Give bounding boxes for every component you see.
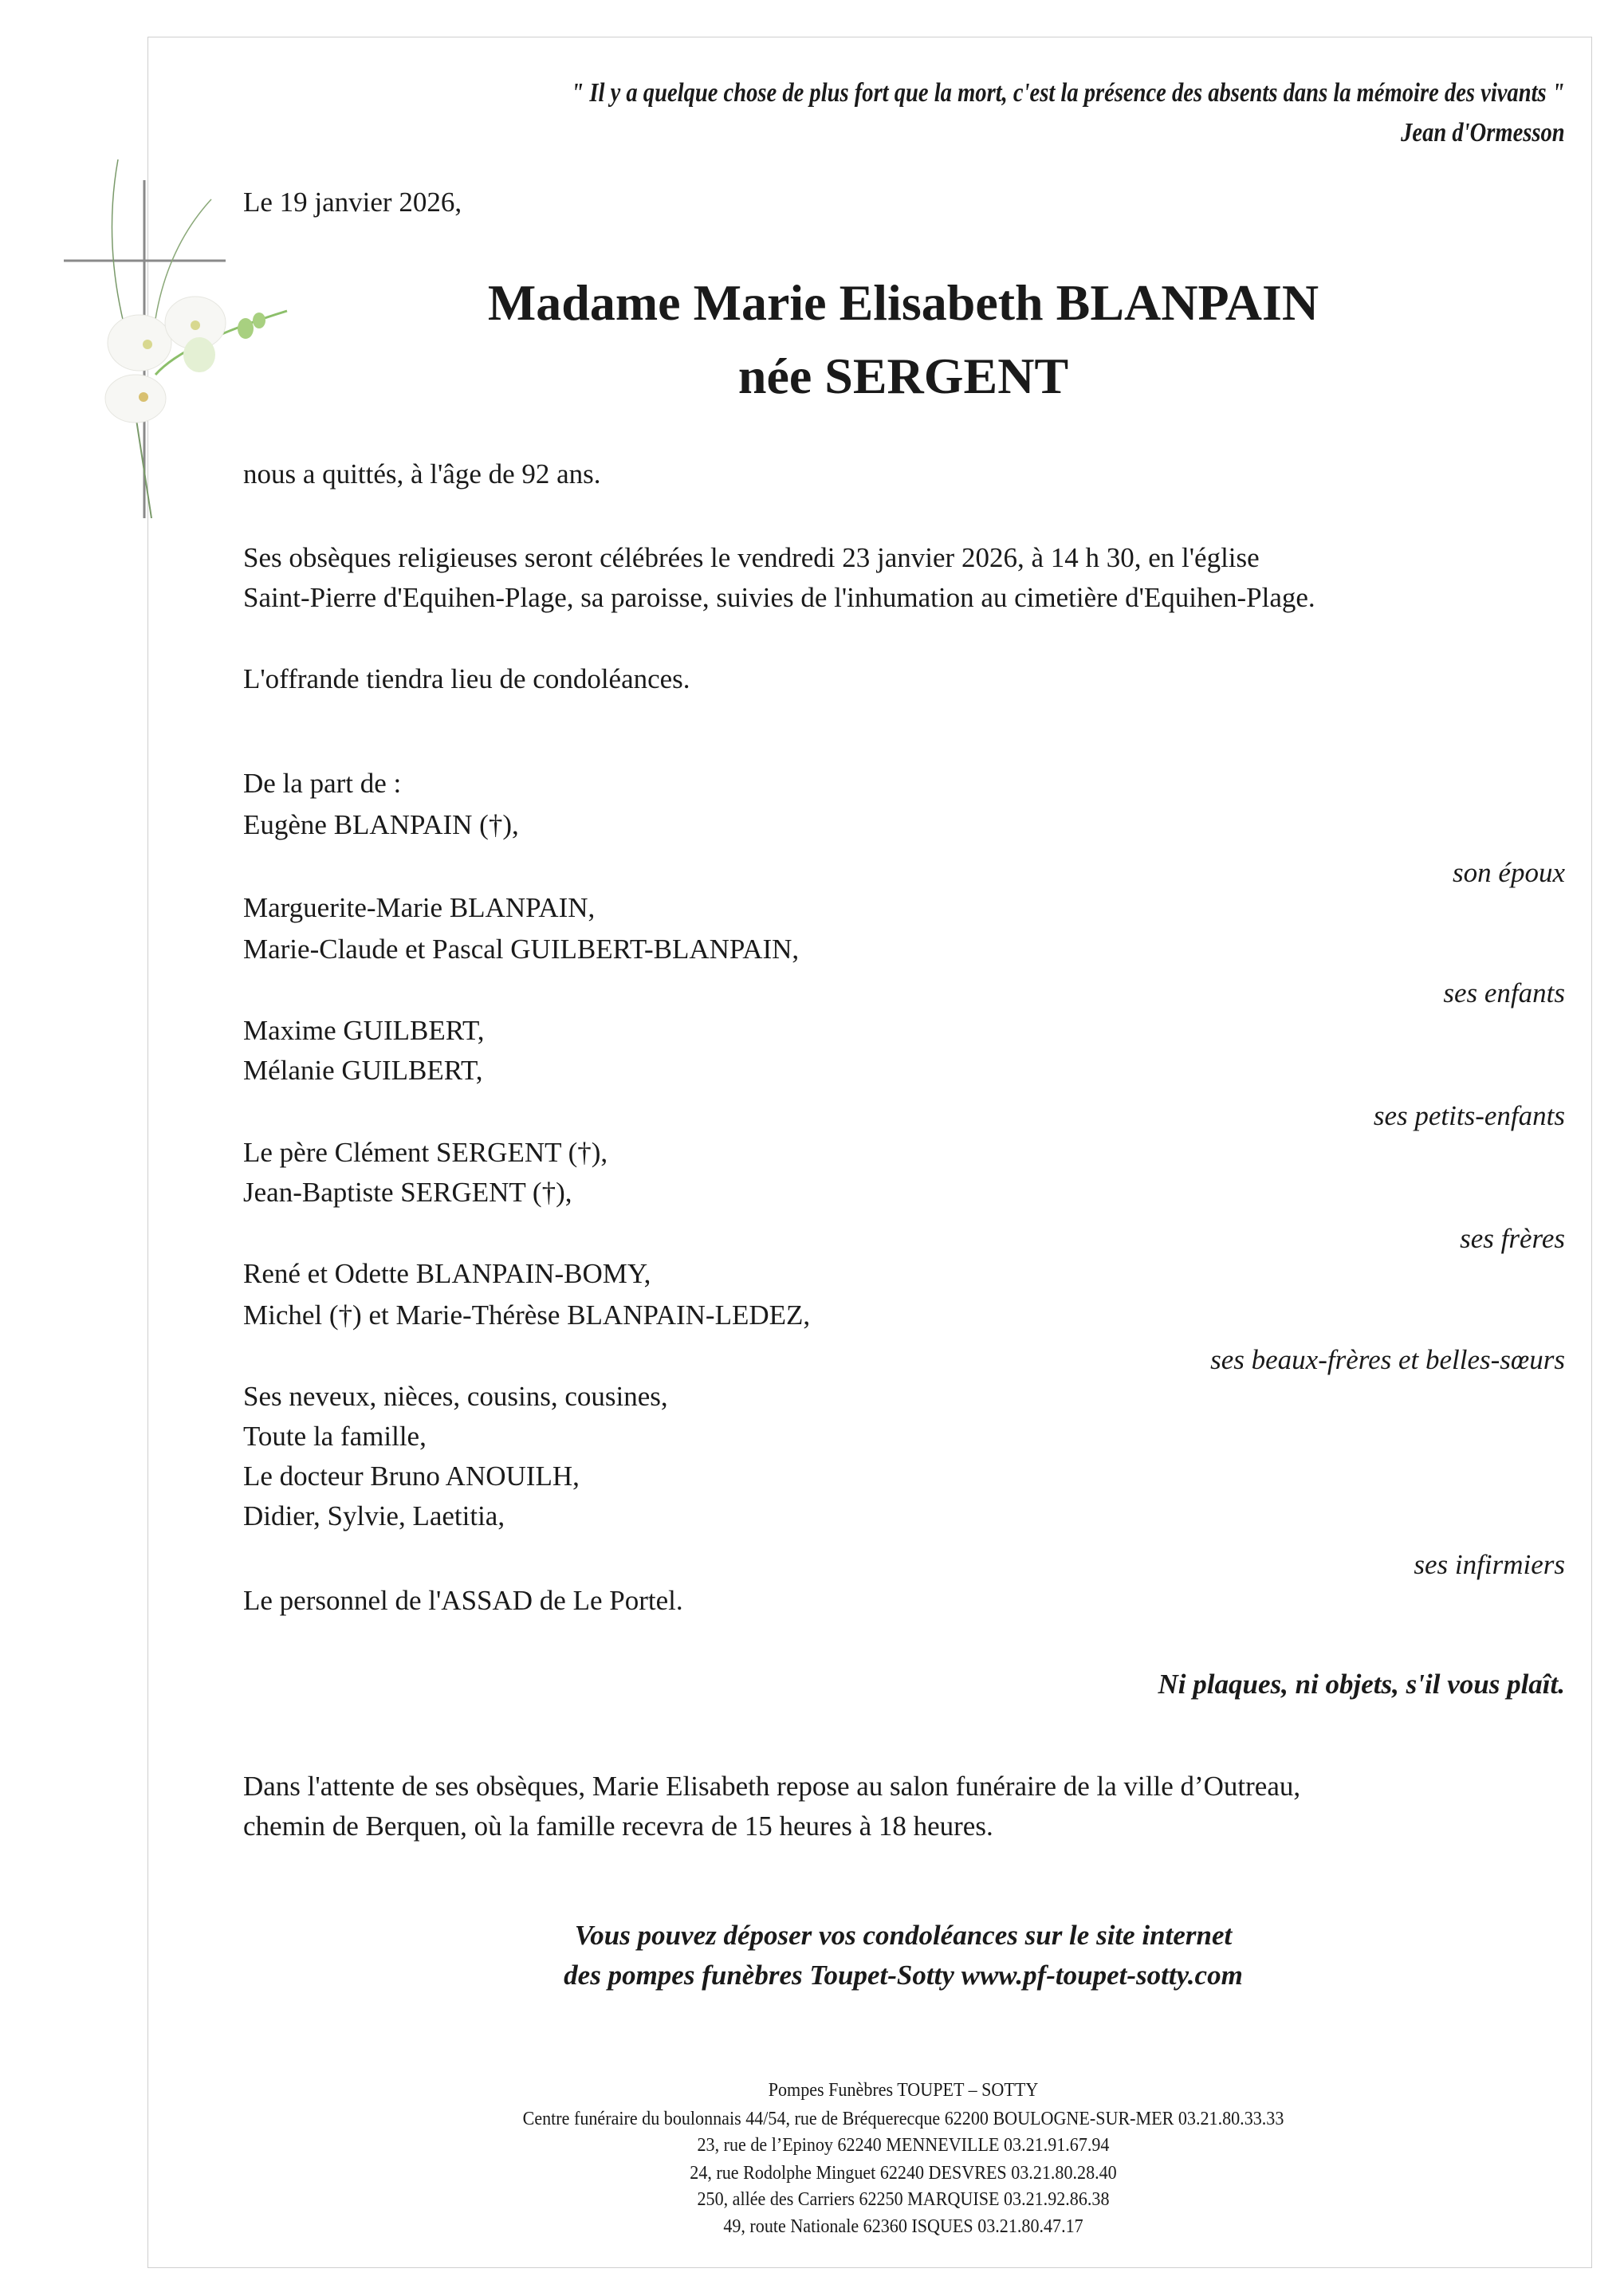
deceased-name: Madame Marie Elisabeth BLANPAIN bbox=[487, 274, 1319, 331]
family-member: Maxime GUILBERT, bbox=[243, 1015, 485, 1046]
age-text: nous a quittés, à l'âge de 92 ans. bbox=[243, 458, 601, 489]
family-member: Le docteur Bruno ANOUILH, bbox=[243, 1461, 580, 1492]
family-intro: De la part de : bbox=[243, 768, 402, 799]
visitation-text: chemin de Berquen, où la famille recevra de 15 heures à 18 heures. bbox=[243, 1810, 993, 1842]
relation-label: ses frères bbox=[1460, 1223, 1565, 1254]
family-member: Mélanie GUILBERT, bbox=[243, 1055, 483, 1086]
family-member: Jean-Baptiste SERGENT (†), bbox=[243, 1177, 572, 1208]
offering-text: L'offrande tiendra lieu de condoléances. bbox=[243, 663, 690, 694]
family-member: René et Odette BLANPAIN-BOMY, bbox=[243, 1258, 651, 1289]
funeral-text: Saint-Pierre d'Equihen-Plage, sa paroisse, suivies de l'inhumation au cimetière d'Equihen-Plage. bbox=[243, 582, 1315, 613]
family-member: Le père Clément SERGENT (†), bbox=[243, 1137, 608, 1168]
footer-address: 24, rue Rodolphe Minguet 62240 DESVRES 03.21.80.28.40 bbox=[690, 2163, 1117, 2184]
condolences-link[interactable]: des pompes funèbres Toupet-Sotty www.pf-toupet-sotty.com bbox=[564, 1960, 1243, 1991]
no-flowers-note: Ni plaques, ni objets, s'il vous plaît. bbox=[1158, 1669, 1565, 1700]
maiden-name: née SERGENT bbox=[737, 348, 1069, 404]
relation-label: ses enfants bbox=[1443, 977, 1565, 1008]
footer-address: 49, route Nationale 62360 ISQUES 03.21.80.47.17 bbox=[723, 2216, 1083, 2237]
epigraph bbox=[572, 73, 1565, 153]
family-member: Eugène BLANPAIN (†), bbox=[243, 809, 519, 840]
condolences-text: Vous pouvez déposer vos condoléances sur le site internet bbox=[574, 1920, 1233, 1951]
family-member: Marie-Claude et Pascal GUILBERT-BLANPAIN, bbox=[243, 934, 800, 965]
relation-label: ses beaux-frères et belles-sœurs bbox=[1210, 1344, 1565, 1375]
footer-address: 23, rue de l’Epinoy 62240 MENNEVILLE 03.21.91.67.94 bbox=[697, 2135, 1110, 2156]
family-member: Le personnel de l'ASSAD de Le Portel. bbox=[243, 1585, 683, 1616]
family-member: Marguerite-Marie BLANPAIN, bbox=[243, 892, 596, 923]
relation-label: ses infirmiers bbox=[1414, 1549, 1565, 1580]
footer-address: Centre funéraire du boulonnais 44/54, rue de Bréquerecque 62200 BOULOGNE-SUR-MER 03.21.80.33.33 bbox=[522, 2109, 1284, 2129]
footer-address: 250, allée des Carriers 62250 MARQUISE 03.21.92.86.38 bbox=[697, 2189, 1110, 2210]
relation-label: ses petits-enfants bbox=[1373, 1100, 1565, 1131]
relation-label: son époux bbox=[1453, 857, 1565, 888]
date: Le 19 janvier 2026, bbox=[243, 187, 462, 218]
family-member: Michel (†) et Marie-Thérèse BLANPAIN-LEDEZ, bbox=[243, 1299, 811, 1331]
family-member: Didier, Sylvie, Laetitia, bbox=[243, 1500, 505, 1531]
quote-author: Jean d'Ormesson bbox=[1401, 118, 1565, 147]
quote-text: " Il y a quelque chose de plus fort que la mort, c'est la présence des absents dans la mémoire des vivants " bbox=[571, 78, 1565, 108]
family-member: Ses neveux, nièces, cousins, cousines, bbox=[243, 1381, 668, 1412]
visitation-text: Dans l'attente de ses obsèques, Marie Elisabeth repose au salon funéraire de la ville d’Outreau, bbox=[243, 1771, 1301, 1802]
funeral-text: Ses obsèques religieuses seront célébrées le vendredi 23 janvier 2026, à 14 h 30, en l'église bbox=[243, 542, 1260, 573]
family-member: Toute la famille, bbox=[243, 1421, 427, 1452]
footer-company: Pompes Funèbres TOUPET – SOTTY bbox=[768, 2080, 1039, 2101]
